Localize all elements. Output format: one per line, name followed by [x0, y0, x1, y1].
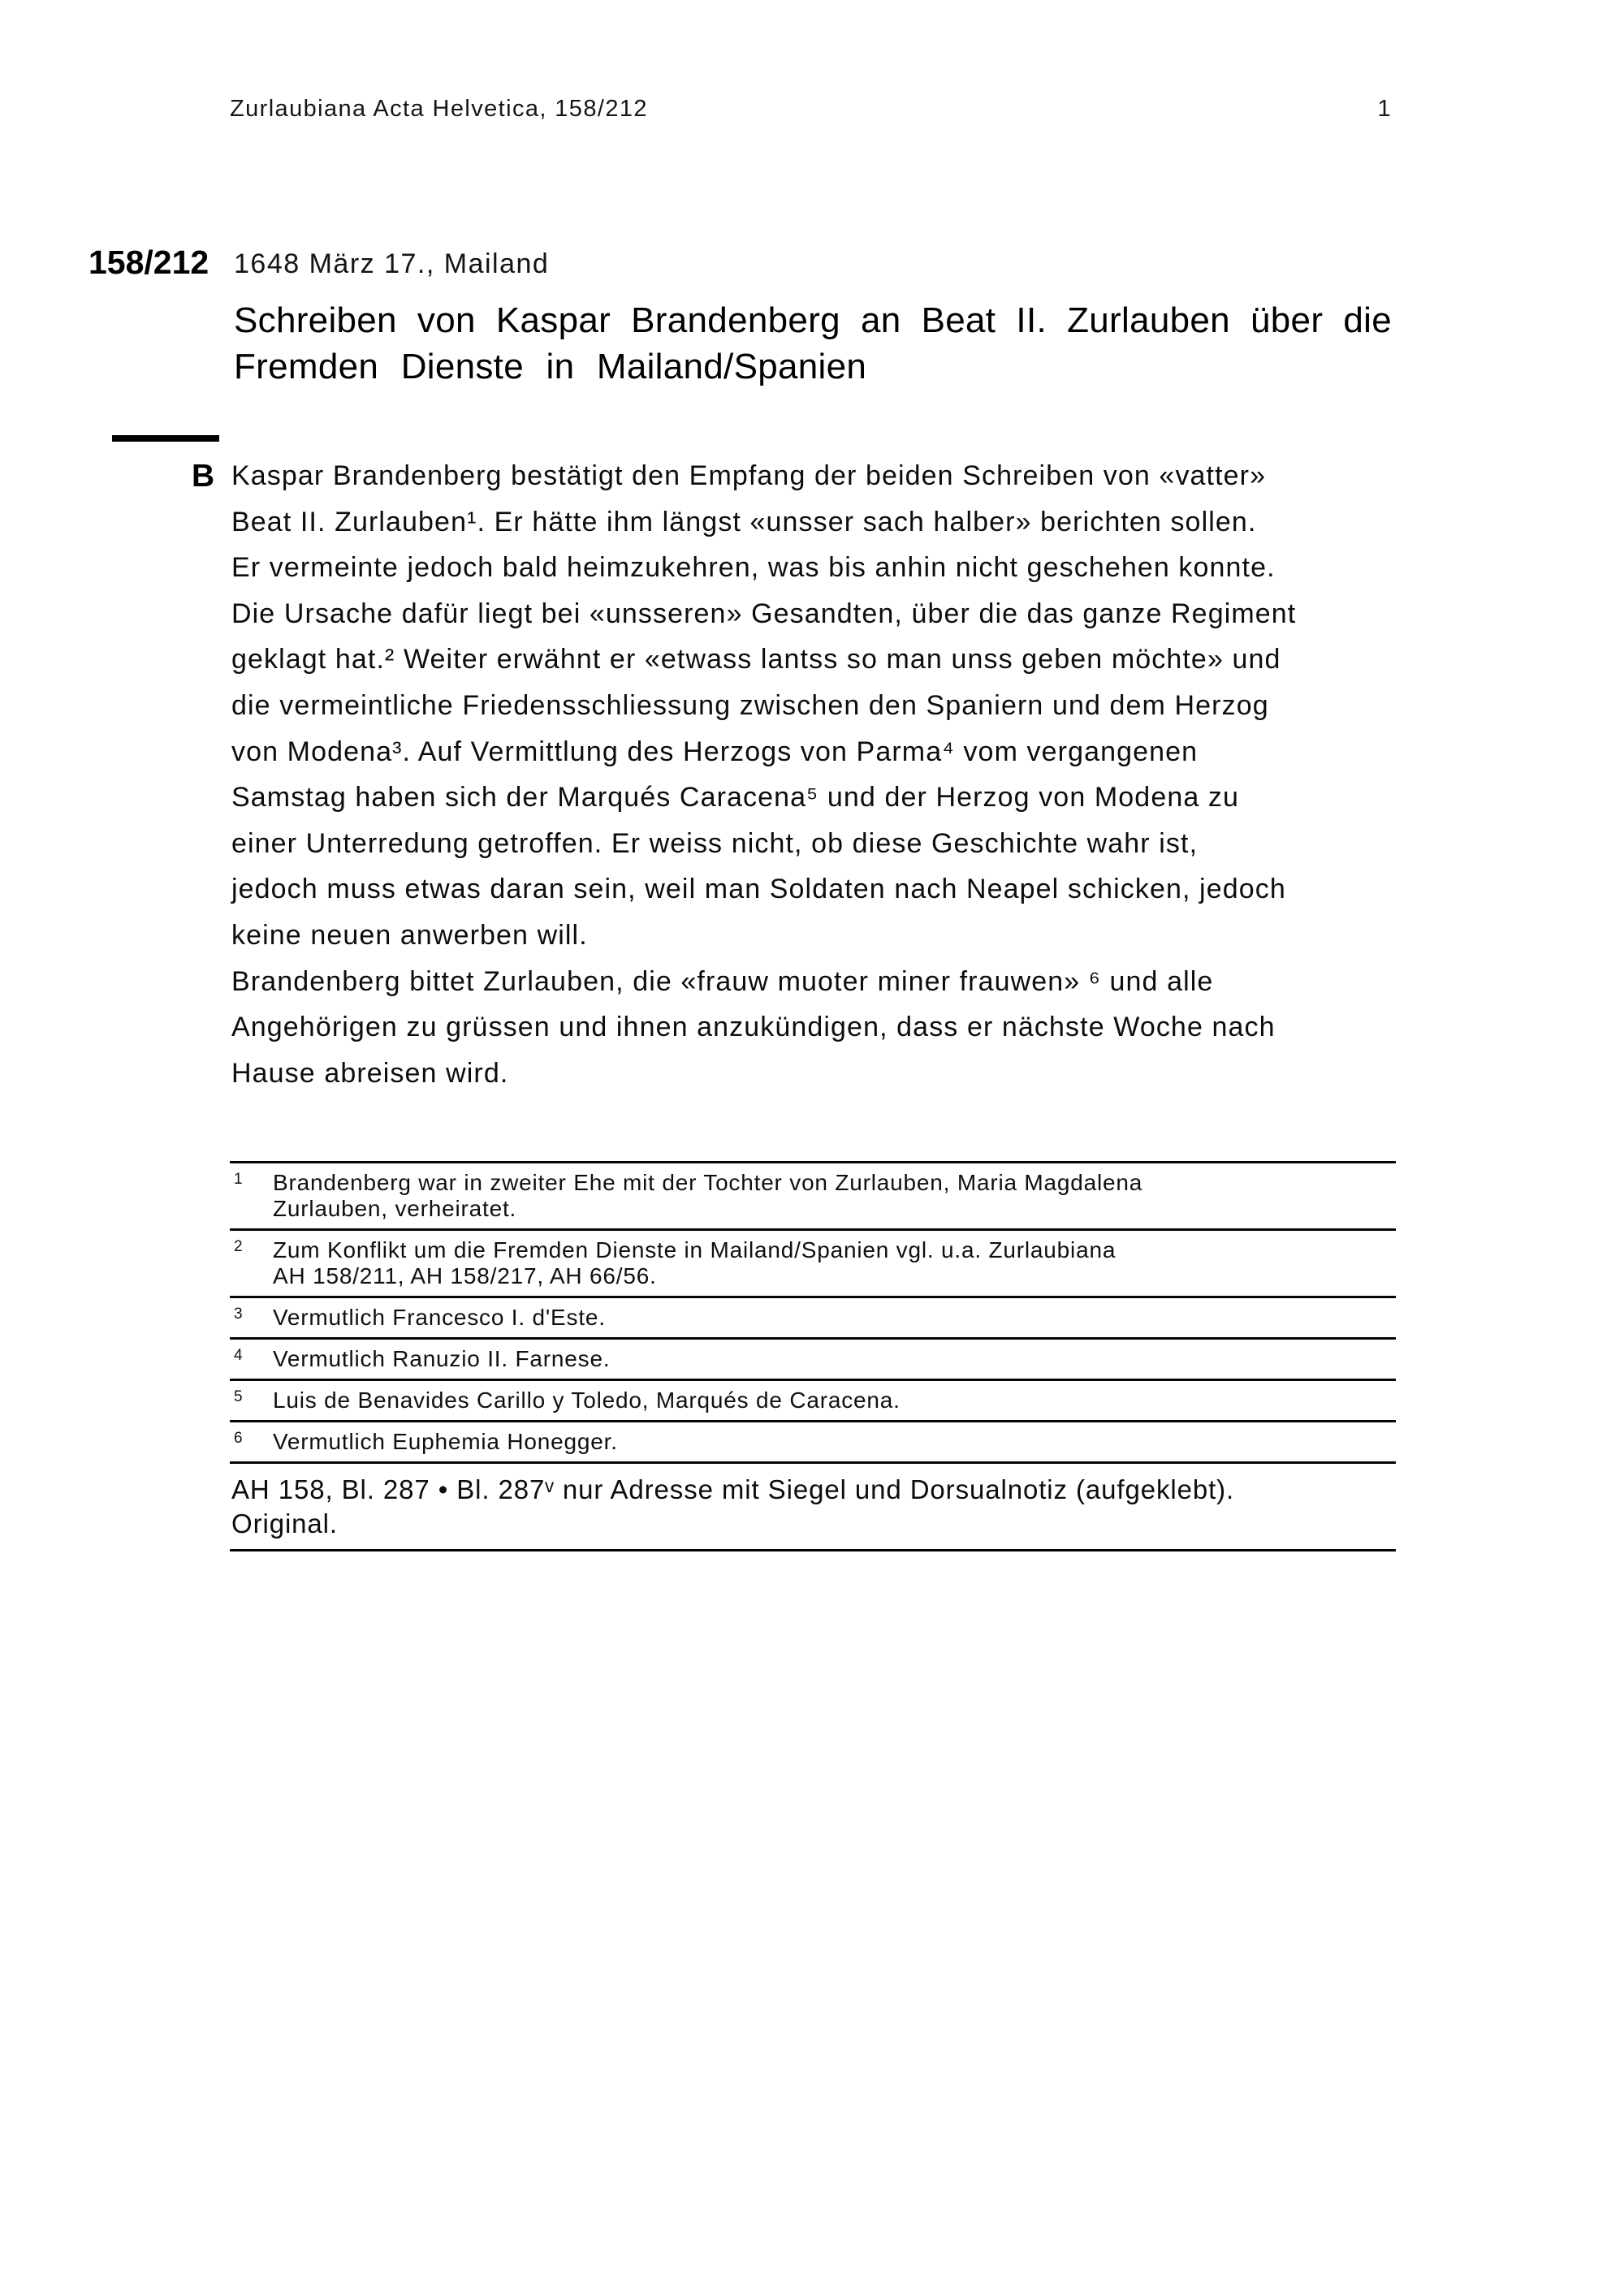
footnote-line: AH 158/211, AH 158/217, AH 66/56. — [273, 1263, 657, 1288]
footnote-line: Vermutlich Euphemia Honegger. — [273, 1429, 618, 1454]
summary-marker-b: B — [192, 459, 215, 494]
footnote-row — [230, 1420, 1396, 1461]
footnote-text — [273, 1429, 1396, 1455]
footnote-line: Vermutlich Francesco I. d'Este. — [273, 1305, 606, 1330]
footnotes-block — [230, 1161, 1396, 1552]
summary-line: geklagt hat.² Weiter erwähnt er «etwass lantss so man unss geben möchte» und — [231, 644, 1281, 675]
footnote-marker: 6 — [234, 1430, 244, 1447]
summary-line: Die Ursache dafür liegt bei «unsseren» Gesandten, über die das ganze Regiment — [231, 598, 1297, 629]
summary-line: Samstag haben sich der Marqués Caracena⁵ und der Herzog von Modena zu — [231, 782, 1239, 814]
footnote-text — [273, 1237, 1396, 1289]
entry-title-line-2: Fremden Dienste in Mailand/Spanien — [234, 347, 867, 386]
footnote-marker: 5 — [234, 1388, 244, 1405]
footnote-line: Luis de Benavides Carillo y Toledo, Marqués de Caracena. — [273, 1388, 901, 1413]
entry-title-line-1: Schreiben von Kaspar Brandenberg an Beat II. Zurlauben über die — [234, 300, 1392, 340]
footnote-line: Zum Konflikt um die Fremden Dienste in Mailand/Spanien vgl. u.a. Zurlaubiana — [273, 1237, 1116, 1262]
footnote-line: Zurlauben, verheiratet. — [273, 1196, 517, 1221]
section-rule — [112, 435, 219, 442]
footnote-row — [230, 1337, 1396, 1379]
summary-line: Angehörigen zu grüssen und ihnen anzukündigen, dass er nächste Woche nach — [231, 1012, 1276, 1043]
header-journal-title: Zurlaubiana Acta Helvetica, 158/212 — [230, 96, 648, 122]
footnote-text — [273, 1388, 1396, 1413]
summary-line: die vermeintliche Friedensschliessung zwischen den Spaniern und dem Herzog — [231, 689, 1269, 721]
running-header — [230, 96, 1392, 123]
entry-date-place: 1648 März 17., Mailand — [234, 248, 550, 279]
summary-line: von Modena³. Auf Vermittlung des Herzogs von Parma⁴ vom vergangenen — [231, 736, 1199, 767]
summary-line: Beat II. Zurlauben¹. Er hätte ihm längst «unsser sach halber» berichten sollen. — [231, 506, 1257, 537]
footnote-row — [230, 1379, 1396, 1420]
footnote-row — [230, 1161, 1396, 1228]
summary-line: Hause abreisen wird. — [231, 1057, 509, 1089]
footnote-text — [273, 1170, 1396, 1222]
footnote-row — [230, 1296, 1396, 1337]
footnote-marker: 3 — [234, 1306, 244, 1323]
summary-line: Kaspar Brandenberg bestätigt den Empfang der beiden Schreiben von «vatter» — [231, 460, 1267, 491]
summary-line: Er vermeinte jedoch bald heimzukehren, was bis anhin nicht geschehen konnte. — [231, 552, 1276, 584]
header-page-number: 1 — [1377, 96, 1392, 122]
footnote-marker: 2 — [234, 1238, 244, 1255]
source-line-2: Original. — [231, 1508, 338, 1539]
footnote-line: Brandenberg war in zweiter Ehe mit der Tochter von Zurlauben, Maria Magdalena — [273, 1170, 1143, 1195]
entry-number: 158/212 — [89, 244, 209, 281]
summary-line: Brandenberg bittet Zurlauben, die «frauw muoter miner frauwen» ⁶ und alle — [231, 965, 1214, 997]
source-line-1: AH 158, Bl. 287 • Bl. 287ᵛ nur Adresse mit Siegel und Dorsualnotiz (aufgeklebt). — [231, 1474, 1235, 1504]
footnote-line: Vermutlich Ranuzio II. Farnese. — [273, 1346, 611, 1371]
source-note — [230, 1461, 1396, 1552]
entry-title — [234, 297, 1392, 390]
summary-line: einer Unterredung getroffen. Er weiss nicht, ob diese Geschichte wahr ist, — [231, 827, 1199, 859]
footnote-text — [273, 1305, 1396, 1331]
summary-line: keine neuen anwerben will. — [231, 919, 588, 951]
footnote-marker: 4 — [234, 1347, 244, 1364]
footnote-row — [230, 1228, 1396, 1296]
summary-line: jedoch muss etwas daran sein, weil man Soldaten nach Neapel schicken, jedoch — [231, 874, 1286, 905]
summary-block — [192, 453, 1392, 1096]
footnote-text — [273, 1346, 1396, 1372]
footnote-marker: 1 — [234, 1171, 244, 1188]
